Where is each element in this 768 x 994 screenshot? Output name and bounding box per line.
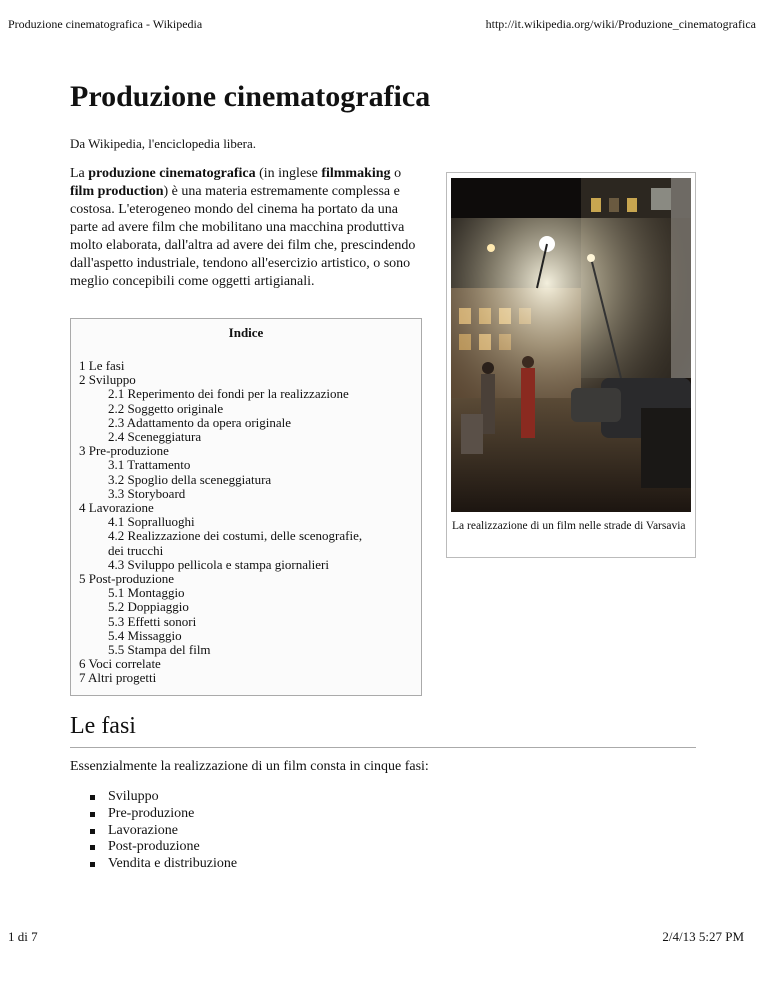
bullet-icon bbox=[90, 845, 95, 850]
toc-item[interactable]: 5.3 Effetti sonori bbox=[108, 613, 197, 629]
intro-paragraph bbox=[70, 165, 426, 291]
toc-item[interactable]: 2 Sviluppo bbox=[79, 372, 136, 388]
toc-title: Indice bbox=[228, 325, 264, 340]
toc-item[interactable]: 5.1 Montaggio bbox=[108, 585, 185, 601]
toc-item[interactable]: 2.3 Adattamento da opera originale bbox=[108, 414, 292, 430]
toc-item-label-line: 4.2 Realizzazione dei costumi, delle scenografie, bbox=[108, 528, 363, 544]
print-header bbox=[8, 17, 756, 32]
thumbnail-caption: La realizzazione di un film nelle strade di Varsavia bbox=[452, 520, 686, 532]
toc-item[interactable]: 6 Voci correlate bbox=[79, 656, 161, 672]
film-set-photo[interactable] bbox=[451, 178, 691, 512]
toc-item[interactable]: 7 Altri progetti bbox=[79, 670, 157, 686]
intro-text: (in inglese bbox=[255, 166, 322, 181]
list-item[interactable] bbox=[90, 789, 237, 806]
toc-item[interactable]: 3.2 Spoglio della sceneggiatura bbox=[108, 471, 272, 487]
toc-item[interactable]: 5 Post-produzione bbox=[79, 571, 174, 587]
list-item[interactable] bbox=[90, 839, 237, 856]
bullet-icon bbox=[90, 829, 95, 834]
tagline: Da Wikipedia, l'enciclopedia libera. bbox=[70, 136, 257, 151]
thumbnail-figure bbox=[446, 172, 696, 558]
toc-item[interactable]: 2.1 Reperimento dei fondi per la realizzazione bbox=[108, 386, 349, 402]
section-divider bbox=[70, 747, 696, 748]
toc-item[interactable]: 4.1 Sopralluoghi bbox=[108, 514, 195, 530]
print-page-title: Produzione cinematografica - Wikipedia bbox=[8, 17, 203, 31]
toc-item[interactable]: 2.4 Sceneggiatura bbox=[108, 429, 202, 445]
bullet-icon bbox=[90, 795, 95, 800]
toc-item[interactable]: 5.2 Doppiaggio bbox=[108, 599, 189, 615]
intro-bold-term: produzione cinematografica bbox=[88, 166, 256, 181]
intro-text: o bbox=[390, 166, 402, 181]
page-number: 1 di 7 bbox=[8, 929, 38, 944]
toc-item[interactable]: 2.2 Soggetto originale bbox=[108, 400, 224, 416]
list-item[interactable] bbox=[90, 806, 237, 823]
section-heading-le-fasi: Le fasi bbox=[70, 713, 136, 739]
phase-label: Vendita e distribuzione bbox=[108, 856, 238, 872]
intro-bold-term: film production bbox=[70, 184, 164, 199]
phase-label: Pre-produzione bbox=[108, 805, 195, 821]
list-item[interactable] bbox=[90, 823, 237, 840]
toc-item[interactable]: 1 Le fasi bbox=[79, 358, 125, 373]
phase-label: Post-produzione bbox=[108, 839, 200, 855]
bullet-icon bbox=[90, 812, 95, 817]
phase-label: Sviluppo bbox=[108, 789, 159, 804]
print-footer bbox=[8, 929, 744, 945]
toc-item[interactable]: 5.5 Stampa del film bbox=[108, 642, 211, 658]
print-url[interactable]: http://it.wikipedia.org/wiki/Produzione_cinematografica bbox=[485, 17, 756, 31]
toc-item[interactable]: 4 Lavorazione bbox=[79, 500, 154, 516]
section-text: Essenzialmente la realizzazione di un film consta in cinque fasi: bbox=[70, 759, 429, 774]
toc-item[interactable]: 3.1 Trattamento bbox=[108, 457, 191, 473]
toc-list bbox=[79, 359, 421, 686]
intro-bold-term: filmmaking bbox=[321, 166, 391, 181]
toc-item[interactable]: 4.3 Sviluppo pellicola e stampa giornalieri bbox=[108, 556, 329, 572]
intro-text: La bbox=[70, 166, 89, 181]
toc-item-label-line: dei trucchi bbox=[108, 542, 164, 558]
list-item[interactable] bbox=[90, 856, 237, 873]
phase-label: Lavorazione bbox=[108, 822, 178, 838]
intro-text: ) è una materia estremamente complessa e costosa. L'eterogeneo mondo del cinema ha portato da una parte ad avere film che mobilitano una macchina produttiva molto elaborata, dall'altra ad avere dei film che, prescindendo dall'aspetto industriale, tendono all'esercizio artistico, o sono meglio concepibili come oggetti artigianali. bbox=[70, 184, 416, 289]
bullet-icon bbox=[90, 862, 95, 867]
toc-item[interactable]: 3 Pre-produzione bbox=[79, 443, 169, 459]
phase-list bbox=[90, 789, 237, 873]
toc-item[interactable]: 5.4 Missaggio bbox=[108, 627, 182, 643]
table-of-contents bbox=[70, 318, 422, 696]
toc-item[interactable] bbox=[79, 529, 421, 557]
page-title: Produzione cinematografica bbox=[70, 80, 431, 113]
toc-item[interactable]: 3.3 Storyboard bbox=[108, 485, 186, 501]
print-timestamp: 2/4/13 5:27 PM bbox=[662, 929, 744, 944]
